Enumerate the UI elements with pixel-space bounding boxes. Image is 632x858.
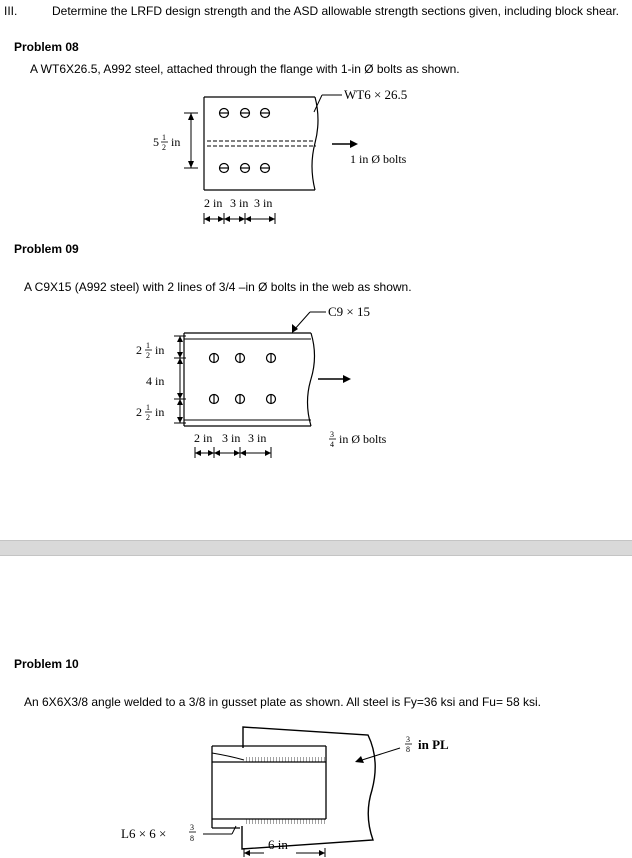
- plate-thk-den: 8: [406, 745, 410, 754]
- angle-thk-num: 3: [190, 823, 194, 832]
- c9-middle-dim: 4 in: [146, 374, 165, 388]
- problem-09-heading: Problem 09: [14, 242, 79, 256]
- wt-height-unit: in: [171, 135, 181, 149]
- wt-spacing-2: 3 in: [230, 196, 249, 210]
- section-instruction: Determine the LRFD design strength and the ASD allowable strength sections given, including block shear.: [52, 4, 619, 18]
- weld-bottom: [244, 819, 325, 824]
- c9-bolt-label: in Ø bolts: [339, 432, 387, 446]
- c9-bottom-edge-whole: 2: [136, 405, 142, 419]
- c9-bolt-num: 3: [330, 430, 334, 439]
- c9-bottom-edge-den: 2: [146, 413, 150, 422]
- c9-bottom-edge-num: 1: [146, 403, 150, 412]
- wt-bolt-label: 1 in Ø bolts: [350, 152, 407, 166]
- plate-thk-num: 3: [406, 735, 410, 744]
- section-number: III.: [4, 4, 18, 18]
- c9-top-edge-whole: 2: [136, 343, 142, 357]
- c9-top-edge-unit: in: [155, 343, 165, 357]
- c9-bolt-den: 4: [330, 440, 334, 449]
- c9-bottom-edge-unit: in: [155, 405, 165, 419]
- angle-thk-den: 8: [190, 834, 194, 843]
- c9-top-edge-den: 2: [146, 351, 150, 360]
- c9-top-edge-num: 1: [146, 341, 150, 350]
- wt-height-den: 2: [162, 143, 166, 152]
- wt-spacing-1: 2 in: [204, 196, 223, 210]
- angle-label: L6 × 6 ×: [121, 826, 167, 841]
- problem-10-statement: An 6X6X3/8 angle welded to a 3/8 in gusset plate as shown. All steel is Fy=36 ksi and Fu= 58 ksi.: [24, 695, 541, 709]
- wt-height-num: 1: [162, 133, 166, 142]
- wt-height-whole: 5: [153, 135, 159, 149]
- weld-length: 6 in: [268, 837, 288, 852]
- weld-top: [244, 757, 325, 762]
- c9-spacing-3: 3 in: [248, 431, 267, 445]
- problem-09-statement: A C9X15 (A992 steel) with 2 lines of 3/4 –in Ø bolts in the web as shown.: [24, 280, 412, 294]
- problem-08-statement: A WT6X26.5, A992 steel, attached through the flange with 1-in Ø bolts as shown.: [30, 62, 460, 76]
- problem-10-heading: Problem 10: [14, 657, 79, 671]
- problem-08-heading: Problem 08: [14, 40, 79, 54]
- plate-label: in PL: [418, 737, 449, 752]
- wt-spacing-3: 3 in: [254, 196, 273, 210]
- c9-member-label: C9 × 15: [328, 304, 371, 319]
- c9-spacing-2: 3 in: [222, 431, 241, 445]
- c9-spacing-1: 2 in: [194, 431, 213, 445]
- wt-member-label: WT6 × 26.5: [344, 87, 408, 102]
